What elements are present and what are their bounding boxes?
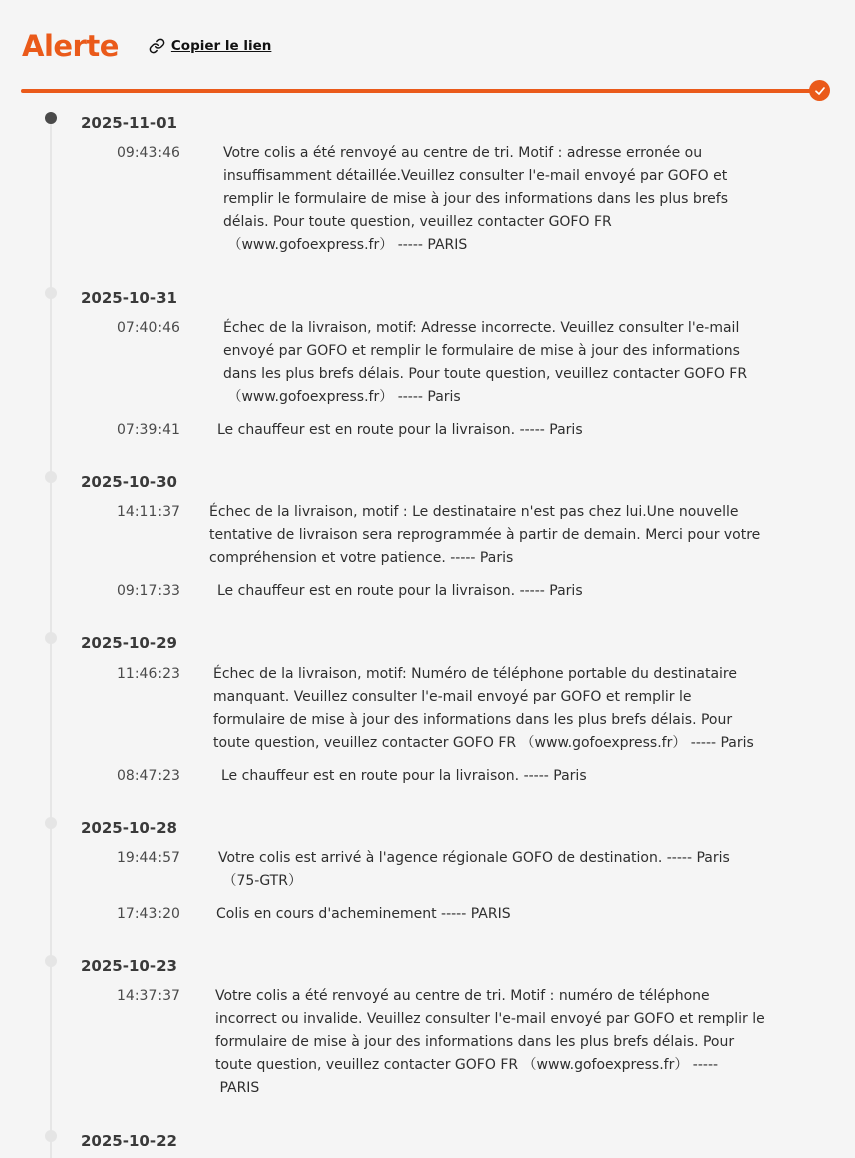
event-description: Colis en cours d'acheminement ----- PARIS xyxy=(216,906,511,922)
event-date: 2025-11-01 xyxy=(81,114,177,132)
event-date: 2025-10-22 xyxy=(81,1132,177,1150)
event-time: 14:37:37 xyxy=(117,988,180,1004)
event-time: 07:40:46 xyxy=(117,320,180,336)
event-date: 2025-10-29 xyxy=(81,634,177,652)
link-icon xyxy=(149,38,165,54)
event-description: Votre colis a été renvoyé au centre de tri. Motif : numéro de téléphone incorrect ou invalide. Veuillez consulter l'e-mail envoyé par GOFO et remplir le formulaire de mise à jour des informations dans les plus brefs délais. Pour toute question, veuillez contacter GOFO FR （www.gofoexpress.fr） ----- PARIS xyxy=(215,988,765,1096)
event-description: Votre colis a été renvoyé au centre de tri. Motif : adresse erronée ou insuffisamment détaillée.Veuillez consulter l'e-mail envoyé par GOFO et remplir le formulaire de mise à jour des informations dans les plus brefs délais. Pour toute question, veuillez contacter GOFO FR （www.gofoexpress.fr） ----- PARIS xyxy=(223,145,728,253)
event-time: 08:47:23 xyxy=(117,768,180,784)
timeline-dot xyxy=(45,471,57,483)
copy-link-label: Copier le lien xyxy=(170,38,272,54)
event-description: Échec de la livraison, motif: Numéro de téléphone portable du destinataire manquant. Veuillez consulter l'e-mail envoyé par GOFO et remplir le formulaire de mise à jour des informations dans les plus brefs délais. Pour toute question, veuillez contacter GOFO FR （www.gofoexpress.fr） ----- Paris xyxy=(213,666,754,751)
event-date: 2025-10-28 xyxy=(81,819,177,837)
progress-bar xyxy=(21,89,819,93)
event-time: 14:11:37 xyxy=(117,504,180,520)
event-date: 2025-10-31 xyxy=(81,289,177,307)
event-time: 09:17:33 xyxy=(117,583,180,599)
timeline-dot-current xyxy=(45,112,57,124)
event-time: 07:39:41 xyxy=(117,422,180,438)
event-time: 09:43:46 xyxy=(117,145,180,161)
timeline-dot xyxy=(45,1130,57,1142)
page-header xyxy=(22,24,271,68)
timeline-dot xyxy=(45,817,57,829)
event-time: 11:46:23 xyxy=(117,666,180,682)
event-date: 2025-10-23 xyxy=(81,957,177,975)
event-description: Le chauffeur est en route pour la livraison. ----- Paris xyxy=(221,768,587,784)
timeline-dot xyxy=(45,632,57,644)
event-description: Votre colis est arrivé à l'agence régionale GOFO de destination. ----- Paris （75-GTR） xyxy=(218,850,730,889)
timeline-dot xyxy=(45,287,57,299)
event-time: 19:44:57 xyxy=(117,850,180,866)
copy-link-button[interactable] xyxy=(149,38,272,54)
page-title: Alerte xyxy=(22,29,119,63)
check-icon xyxy=(809,80,830,101)
event-time: 17:43:20 xyxy=(117,906,180,922)
event-description: Le chauffeur est en route pour la livraison. ----- Paris xyxy=(217,583,583,599)
event-description: Échec de la livraison, motif: Adresse incorrecte. Veuillez consulter l'e-mail envoyé par GOFO et remplir le formulaire de mise à jour des informations dans les plus brefs délais. Pour toute question, veuillez contacter GOFO FR （www.gofoexpress.fr） ----- Paris xyxy=(223,320,748,405)
event-description: Échec de la livraison, motif : Le destinataire n'est pas chez lui.Une nouvelle tentative de livraison sera reprogrammée à partir de demain. Merci pour votre compréhension et votre patience. ----- Paris xyxy=(209,504,761,566)
timeline-dot xyxy=(45,955,57,967)
event-description: Le chauffeur est en route pour la livraison. ----- Paris xyxy=(217,422,583,438)
event-date: 2025-10-30 xyxy=(81,473,177,491)
